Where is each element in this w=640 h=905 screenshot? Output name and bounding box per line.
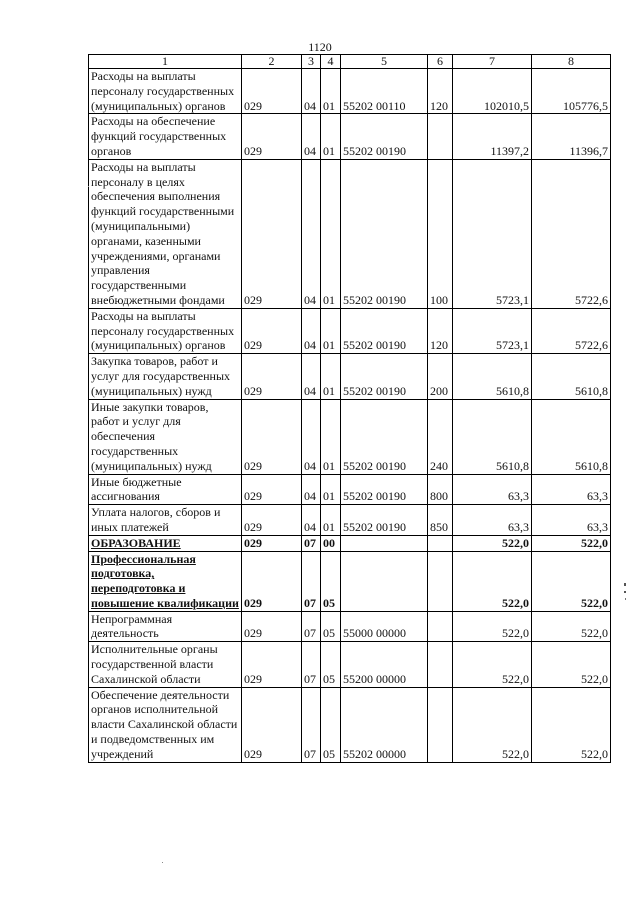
cell-expense-type: 800 [428,474,453,505]
cell-expense-type [428,114,453,159]
table-row [89,535,611,551]
cell-expense-type [428,551,453,611]
cell-ministry-code: 029 [242,535,302,551]
cell-ministry-code: 029 [242,399,302,474]
column-header: 5 [341,55,428,69]
cell-expense-type: 100 [428,159,453,308]
column-header: 4 [321,55,341,69]
cell-section: 07 [302,551,321,611]
cell-section: 04 [302,114,321,159]
cell-subsection: 00 [321,535,341,551]
cell-subsection: 01 [321,474,341,505]
cell-target-code: 55202 00190 [341,399,428,474]
cell-subsection: 01 [321,114,341,159]
cell-amount-1: 522,0 [453,551,532,611]
cell-expense-type: 120 [428,69,453,114]
cell-section: 04 [302,354,321,399]
cell-amount-1: 522,0 [453,642,532,687]
cell-expense-type: 120 [428,308,453,353]
scan-speck [624,583,626,586]
cell-amount-1: 63,3 [453,505,532,536]
cell-ministry-code: 029 [242,551,302,611]
cell-section: 07 [302,535,321,551]
table-row [89,551,611,611]
cell-subsection: 01 [321,354,341,399]
table-row [89,399,611,474]
table-row [89,354,611,399]
cell-subsection: 05 [321,642,341,687]
cell-target-code: 55202 00190 [341,114,428,159]
cell-amount-2: 522,0 [532,611,611,642]
cell-amount-2: 522,0 [532,687,611,762]
cell-target-code: 55202 00190 [341,308,428,353]
cell-amount-2: 5610,8 [532,354,611,399]
cell-target-code: 55202 00110 [341,69,428,114]
cell-amount-1: 5610,8 [453,354,532,399]
cell-name: Уплата налогов, сборов и иных платежей [89,505,242,536]
cell-ministry-code: 029 [242,69,302,114]
scan-speck [625,598,626,600]
cell-amount-2: 5722,6 [532,308,611,353]
cell-amount-1: 5723,1 [453,308,532,353]
cell-section: 04 [302,474,321,505]
column-header: 3 [302,55,321,69]
column-header: 1 [89,55,242,69]
scan-speck [162,862,163,863]
cell-ministry-code: 029 [242,474,302,505]
cell-subsection: 01 [321,69,341,114]
table-row [89,159,611,308]
cell-subsection: 01 [321,308,341,353]
cell-expense-type: 850 [428,505,453,536]
cell-section: 07 [302,611,321,642]
cell-section: 04 [302,505,321,536]
cell-amount-1: 522,0 [453,611,532,642]
cell-ministry-code: 029 [242,611,302,642]
column-header: 6 [428,55,453,69]
cell-expense-type: 240 [428,399,453,474]
cell-expense-type: 200 [428,354,453,399]
cell-amount-1: 102010,5 [453,69,532,114]
table-row [89,474,611,505]
cell-ministry-code: 029 [242,687,302,762]
cell-ministry-code: 029 [242,505,302,536]
scan-speck [624,591,626,593]
cell-target-code: 55202 00190 [341,474,428,505]
cell-amount-1: 63,3 [453,474,532,505]
cell-name: Расходы на обеспечение функций государственных органов [89,114,242,159]
table-row [89,642,611,687]
cell-amount-2: 63,3 [532,505,611,536]
cell-amount-1: 5610,8 [453,399,532,474]
table-row [89,69,611,114]
cell-amount-2: 63,3 [532,474,611,505]
cell-name: Расходы на выплаты персоналу государственных (муниципальных) органов [89,69,242,114]
cell-name: Иные закупки товаров, работ и услуг для обеспечения государственных (муниципальных) нужд [89,399,242,474]
cell-amount-1: 522,0 [453,535,532,551]
cell-target-code: 55202 00190 [341,505,428,536]
cell-target-code: 55000 00000 [341,611,428,642]
cell-amount-2: 522,0 [532,551,611,611]
cell-amount-2: 5610,8 [532,399,611,474]
cell-subsection: 05 [321,611,341,642]
cell-ministry-code: 029 [242,114,302,159]
cell-name: Расходы на выплаты персоналу в целях обеспечения выполнения функций государственными (муниципальными) органами, казенными учреждениями, органами управления государственными внебюджетными фондами [89,159,242,308]
column-header: 7 [453,55,532,69]
cell-amount-2: 105776,5 [532,69,611,114]
header-row [89,55,611,69]
table-body [89,69,611,763]
cell-amount-2: 11396,7 [532,114,611,159]
cell-section: 04 [302,69,321,114]
cell-target-code: 55202 00000 [341,687,428,762]
cell-name: Непрограммная деятельность [89,611,242,642]
cell-section: 04 [302,159,321,308]
column-header: 8 [532,55,611,69]
cell-target-code [341,551,428,611]
cell-amount-2: 522,0 [532,642,611,687]
cell-amount-1: 11397,2 [453,114,532,159]
cell-amount-1: 5723,1 [453,159,532,308]
cell-target-code [341,535,428,551]
cell-name: Закупка товаров, работ и услуг для государственных (муниципальных) нужд [89,354,242,399]
cell-ministry-code: 029 [242,642,302,687]
table-row [89,505,611,536]
cell-subsection: 01 [321,159,341,308]
cell-name: ОБРАЗОВАНИЕ [89,535,242,551]
cell-name: Иные бюджетные ассигнования [89,474,242,505]
cell-subsection: 01 [321,505,341,536]
cell-target-code: 55202 00190 [341,354,428,399]
cell-ministry-code: 029 [242,354,302,399]
cell-subsection: 05 [321,551,341,611]
column-header: 2 [242,55,302,69]
budget-table [88,54,611,763]
page-number: 1120 [308,40,332,54]
cell-name: Профессиональная подготовка, переподготовка и повышение квалификации [89,551,242,611]
cell-section: 04 [302,308,321,353]
table-row [89,611,611,642]
cell-section: 07 [302,642,321,687]
cell-name: Обеспечение деятельности органов исполнительной власти Сахалинской области и подведомственных им учреждений [89,687,242,762]
table-row [89,687,611,762]
table-row [89,308,611,353]
cell-expense-type [428,687,453,762]
cell-amount-2: 522,0 [532,535,611,551]
cell-subsection: 01 [321,399,341,474]
cell-section: 07 [302,687,321,762]
cell-amount-1: 522,0 [453,687,532,762]
cell-name: Расходы на выплаты персоналу государственных (муниципальных) органов [89,308,242,353]
cell-name: Исполнительные органы государственной власти Сахалинской области [89,642,242,687]
cell-ministry-code: 029 [242,308,302,353]
cell-section: 04 [302,399,321,474]
cell-target-code: 55202 00190 [341,159,428,308]
cell-expense-type [428,611,453,642]
cell-expense-type [428,642,453,687]
table-row [89,114,611,159]
cell-subsection: 05 [321,687,341,762]
cell-expense-type [428,535,453,551]
cell-amount-2: 5722,6 [532,159,611,308]
cell-ministry-code: 029 [242,159,302,308]
cell-target-code: 55200 00000 [341,642,428,687]
